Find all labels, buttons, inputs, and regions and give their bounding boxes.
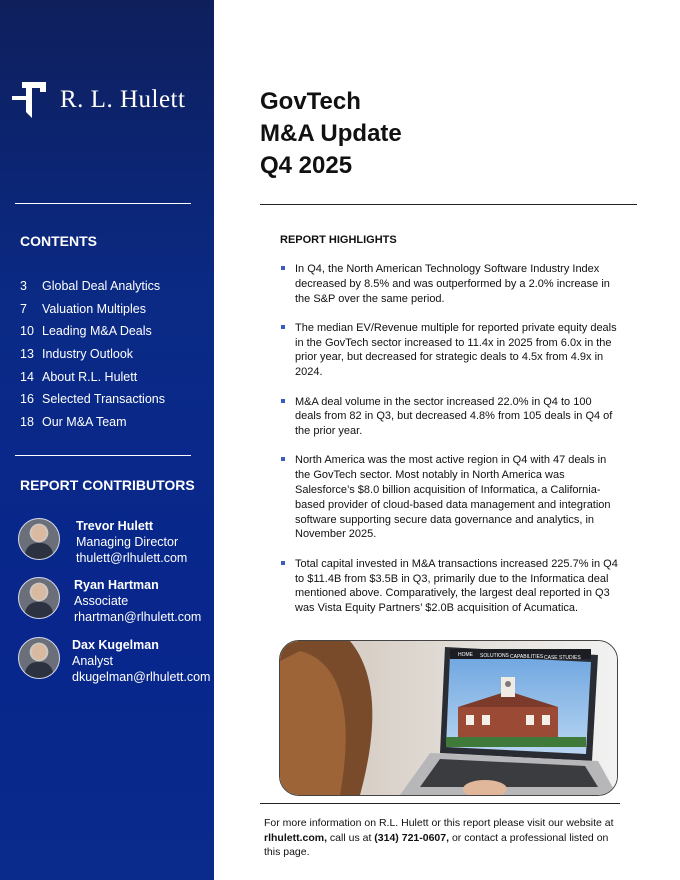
avatar: [18, 518, 60, 560]
website-link[interactable]: rlhulett.com,: [264, 831, 328, 844]
avatar: [18, 577, 60, 619]
contributors-title: REPORT CONTRIBUTORS: [20, 477, 195, 493]
logo-mark-icon: [12, 82, 46, 118]
toc-item[interactable]: 16 Selected Transactions: [20, 392, 165, 407]
highlights-title: REPORT HIGHLIGHTS: [280, 234, 397, 246]
contributor-card: [18, 637, 210, 685]
footer-contact: For more information on R.L. Hulett or this report please visit our website at rlhulett.com, call us at (314) 721-0607, or contact a professional listed on this page.: [264, 817, 614, 858]
avatar: [18, 637, 60, 679]
contributor-card: [18, 577, 201, 625]
photo-nav-label: HOME: [458, 652, 473, 658]
contributor-card: [18, 518, 187, 566]
photo-nav-label: CAPABILITIES: [510, 654, 544, 660]
toc-item[interactable]: 18 Our M&A Team: [20, 415, 127, 430]
photo-nav-label: CASE STUDIES: [544, 655, 581, 661]
highlight-item: North America was the most active region in Q4 with 47 deals in the GovTech sector. Most notably in North America was Salesforce’s $8.0 billion acquisition of Informatica, a California-based provider of cloud-based data management and integration software supporting secure data governance and analytics, in November 2025.: [280, 453, 620, 542]
page-title: GovTech M&A Update Q4 2025: [260, 88, 402, 179]
contents-title: CONTENTS: [20, 233, 97, 249]
contributor-name: Trevor Hulett: [76, 519, 154, 533]
contributor-role: Analyst: [72, 654, 113, 668]
laptop-illustration-icon: [280, 641, 617, 795]
toc-item[interactable]: 13 Industry Outlook: [20, 347, 134, 362]
divider: [15, 203, 191, 204]
divider: [15, 455, 191, 456]
table-of-contents: [20, 278, 165, 437]
highlight-item: In Q4, the North American Technology Software Industry Index decreased by 8.5% and was outperformed by a 2.0% increase in the S&P over the same period.: [280, 262, 620, 306]
highlights-list: [280, 262, 620, 630]
toc-item[interactable]: 10 Leading M&A Deals: [20, 324, 152, 339]
contributor-name: Ryan Hartman: [74, 578, 159, 592]
company-logo: [12, 82, 185, 118]
sidebar: [0, 0, 214, 880]
phone-number[interactable]: (314) 721-0607,: [374, 831, 450, 844]
contributor-name: Dax Kugelman: [72, 638, 159, 652]
contributor-role: Associate: [74, 594, 129, 608]
laptop-photo: [279, 640, 618, 796]
highlight-item: The median EV/Revenue multiple for reported private equity deals in the GovTech sector increased to 11.4x in 2025 from 6.0x in the prior year, but decreased for strategic deals to 4.5x from 4.9x in 2024.: [280, 321, 620, 380]
highlight-item: M&A deal volume in the sector increased 22.0% in Q4 to 100 deals from 82 in Q3, but decreased 4.8% from 105 deals in Q4 of the prior year.: [280, 395, 620, 439]
contributor-role: Managing Director: [76, 535, 179, 549]
toc-item[interactable]: 7 Valuation Multiples: [20, 301, 146, 316]
photo-nav-label: SOLUTIONS: [480, 653, 509, 659]
logo-text: R. L. Hulett: [60, 86, 186, 113]
highlight-item: Total capital invested in M&A transactions increased 225.7% in Q4 to $11.4B from $3.5B in Q3, primarily due to the Informatica deal mentioned above. Comparatively, the largest deal reported in Q3 was Vista Equity Partners’ $2.0B acquisition of Acumatica.: [280, 557, 620, 616]
divider: [260, 204, 637, 205]
divider: [260, 803, 620, 804]
contributor-email[interactable]: rhartman@rlhulett.com: [74, 610, 202, 624]
toc-item[interactable]: 14 About R.L. Hulett: [20, 369, 138, 384]
contributor-email[interactable]: dkugelman@rlhulett.com: [72, 670, 211, 684]
toc-item[interactable]: 3 Global Deal Analytics: [20, 279, 161, 293]
contributor-email[interactable]: thulett@rlhulett.com: [76, 551, 188, 565]
